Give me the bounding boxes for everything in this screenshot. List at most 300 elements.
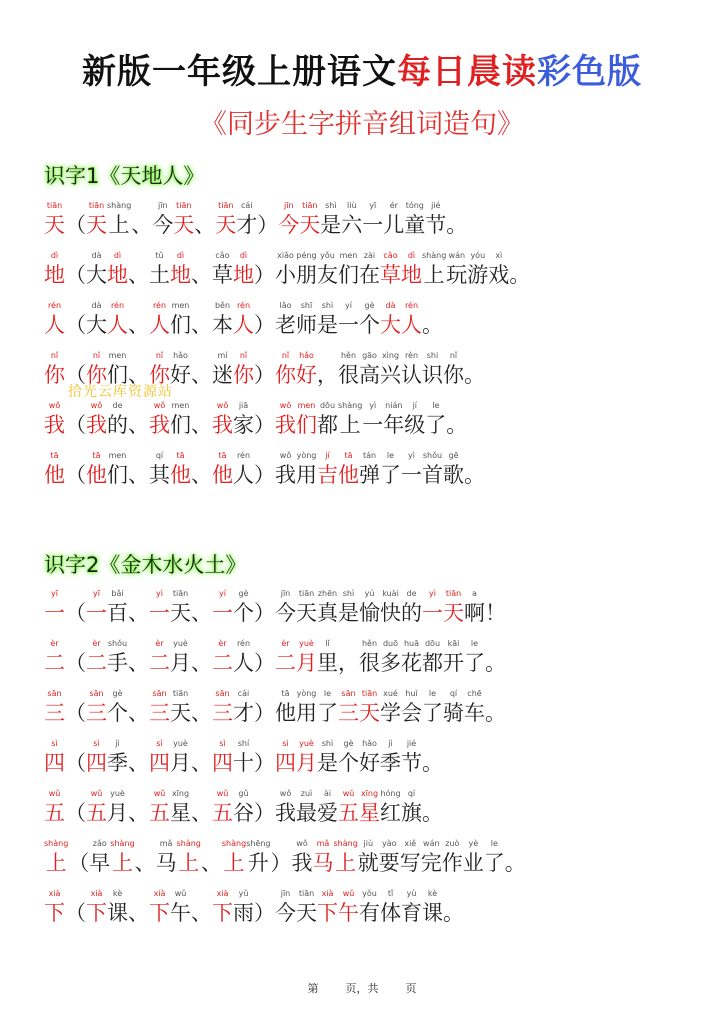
character <box>380 299 401 338</box>
character <box>467 249 488 288</box>
character <box>44 199 65 238</box>
hanzi: （ <box>65 213 86 237</box>
hanzi: 、 <box>134 851 156 875</box>
punctuation <box>254 587 275 626</box>
hanzi: 好 <box>296 363 317 387</box>
pinyin: yòng <box>296 451 317 460</box>
character <box>107 199 131 238</box>
pinyin: yú <box>364 589 375 598</box>
hanzi: ） <box>254 313 275 337</box>
hanzi: 我 <box>275 463 296 487</box>
hanzi: 、 <box>191 901 212 925</box>
hanzi: ） <box>254 363 275 387</box>
hanzi: ） <box>254 413 275 437</box>
pinyin: xià <box>321 889 334 898</box>
hanzi: 下 <box>212 901 233 925</box>
character <box>299 199 320 238</box>
pinyin: tā <box>92 451 101 460</box>
pinyin: shàng <box>176 839 201 848</box>
hanzi: 月 <box>296 751 317 775</box>
hanzi: 了 <box>483 851 505 875</box>
character <box>422 249 446 288</box>
pinyin: dà <box>91 251 102 260</box>
character <box>401 249 422 288</box>
hanzi: 人 <box>233 651 254 675</box>
hanzi: 、 <box>191 413 212 437</box>
hanzi: 、 <box>128 463 149 487</box>
character <box>177 837 201 876</box>
hanzi: ） <box>254 463 275 487</box>
character <box>275 587 296 626</box>
pinyin: jīn <box>280 589 291 598</box>
punctuation <box>485 587 506 626</box>
hanzi: 课 <box>107 901 128 925</box>
hanzi: 啊 <box>464 601 485 625</box>
hanzi: 谷 <box>233 801 254 825</box>
character <box>317 687 338 726</box>
pinyin: zǎo <box>92 839 107 848</box>
pinyin: sì <box>156 739 163 748</box>
character <box>86 887 107 926</box>
hanzi: 四 <box>149 751 170 775</box>
pinyin: wǔ <box>342 889 355 898</box>
punctuation <box>135 837 156 876</box>
character <box>44 299 65 338</box>
character <box>275 349 296 388</box>
pinyin: jí <box>412 401 418 410</box>
character <box>275 687 296 726</box>
character <box>442 837 463 876</box>
hanzi: 、 <box>191 313 212 337</box>
character <box>401 737 422 776</box>
hanzi: 五 <box>212 801 233 825</box>
hanzi: 我 <box>212 413 233 437</box>
hanzi: 完 <box>420 851 442 875</box>
hanzi: 写 <box>399 851 421 875</box>
punctuation <box>65 687 86 726</box>
pinyin: men <box>171 301 190 310</box>
hanzi: 个 <box>107 701 128 725</box>
pinyin: shǒu <box>107 639 128 648</box>
hanzi: 人 <box>233 313 254 337</box>
character <box>233 637 254 676</box>
punctuation <box>65 249 86 288</box>
hanzi: 业 <box>462 851 484 875</box>
character <box>44 637 65 676</box>
hanzi: （ <box>68 851 90 875</box>
hanzi: 是 <box>317 751 338 775</box>
character <box>359 737 380 776</box>
hanzi: 们 <box>170 413 191 437</box>
punctuation <box>464 349 485 388</box>
character <box>152 199 173 238</box>
character <box>233 349 254 388</box>
character <box>89 837 110 876</box>
hanzi: 们 <box>107 463 128 487</box>
hanzi: 我 <box>275 801 296 825</box>
hanzi: 我 <box>291 851 313 875</box>
hanzi: 了 <box>317 701 338 725</box>
character <box>215 199 236 238</box>
hanzi: 天 <box>296 901 317 925</box>
hanzi: 我 <box>149 413 170 437</box>
hanzi: 人 <box>149 313 170 337</box>
punctuation <box>257 199 278 238</box>
hanzi: 、 <box>128 651 149 675</box>
hanzi: 骑 <box>443 701 464 725</box>
character-line <box>44 399 704 449</box>
hanzi: 弹 <box>359 463 380 487</box>
punctuation <box>191 399 212 438</box>
pinyin: yuè <box>299 639 314 648</box>
character <box>359 249 380 288</box>
pinyin: sān <box>89 689 104 698</box>
hanzi: （ <box>65 751 86 775</box>
pinyin: qí <box>449 689 458 698</box>
character <box>359 787 380 826</box>
hanzi: 草 <box>212 263 233 287</box>
pinyin: le <box>432 401 440 410</box>
hanzi: 、 <box>128 801 149 825</box>
hanzi: 今 <box>278 213 300 237</box>
character <box>401 787 422 826</box>
pinyin: nián <box>385 401 403 410</box>
character <box>401 449 422 488</box>
hanzi: 四 <box>86 751 107 775</box>
pinyin: rén <box>236 451 251 460</box>
pinyin: cǎo <box>215 251 230 260</box>
hanzi: 季 <box>380 751 401 775</box>
pinyin: gè <box>343 739 354 748</box>
pinyin: dà <box>91 301 102 310</box>
character <box>359 687 380 726</box>
hanzi: 二 <box>86 651 107 675</box>
hanzi: 会 <box>401 701 422 725</box>
hanzi: 三 <box>212 701 233 725</box>
pinyin: qí <box>155 451 164 460</box>
pinyin: shēng <box>246 839 271 848</box>
character <box>338 249 359 288</box>
hanzi: 土 <box>149 263 170 287</box>
hanzi: 都 <box>422 651 443 675</box>
punctuation <box>128 399 149 438</box>
character <box>170 637 191 676</box>
hanzi: 二 <box>275 651 296 675</box>
hanzi: 你 <box>86 363 107 387</box>
punctuation <box>422 787 443 826</box>
punctuation <box>128 787 149 826</box>
hanzi: 、 <box>191 463 212 487</box>
pinyin: rén <box>152 301 167 310</box>
character <box>86 399 107 438</box>
hanzi: 月 <box>296 651 317 675</box>
pinyin: tiān <box>302 201 318 210</box>
hanzi: 开 <box>443 651 464 675</box>
character <box>107 449 128 488</box>
hanzi: 。 <box>464 363 485 387</box>
hanzi: 老 <box>275 313 296 337</box>
character <box>334 837 358 876</box>
punctuation <box>128 637 149 676</box>
punctuation <box>191 249 212 288</box>
hanzi: 花 <box>401 651 422 675</box>
character <box>149 887 170 926</box>
pinyin: jīn <box>280 889 291 898</box>
character <box>149 399 170 438</box>
character-line <box>44 637 704 687</box>
pinyin: wǒ <box>296 839 308 848</box>
hanzi: 天 <box>44 213 65 237</box>
character <box>484 837 505 876</box>
character <box>233 299 254 338</box>
pinyin: èr <box>92 639 101 648</box>
hanzi: 、 <box>191 701 212 725</box>
punctuation <box>254 449 275 488</box>
character <box>443 449 464 488</box>
pinyin: tiān <box>361 689 378 698</box>
character <box>86 737 107 776</box>
pinyin: rén <box>236 301 251 310</box>
hanzi: 、 <box>128 901 149 925</box>
pinyin: gē <box>448 451 459 460</box>
hanzi: ） <box>254 263 275 287</box>
punctuation <box>128 449 149 488</box>
pinyin: hǎo <box>299 351 314 360</box>
hanzi: 二 <box>212 651 233 675</box>
pinyin: ér <box>389 201 398 210</box>
character <box>107 299 128 338</box>
pinyin: tā <box>344 451 353 460</box>
pinyin: nǐ <box>92 351 101 360</box>
character <box>233 887 254 926</box>
hanzi: 手 <box>107 651 128 675</box>
hanzi: （ <box>65 901 86 925</box>
character <box>222 837 246 876</box>
character <box>317 887 338 926</box>
pinyin: hěn <box>340 351 357 360</box>
pinyin: qí <box>407 789 416 798</box>
pinyin: xìng <box>381 351 400 360</box>
hanzi: 小 <box>275 263 296 287</box>
character <box>401 637 422 676</box>
hanzi: 了 <box>422 701 443 725</box>
pinyin: dì <box>176 251 185 260</box>
pinyin: dì <box>239 251 248 260</box>
hanzi: 。 <box>446 413 468 437</box>
character <box>275 449 296 488</box>
punctuation <box>254 737 275 776</box>
pinyin: tǔ <box>155 251 164 260</box>
punctuation <box>422 299 443 338</box>
pinyin: yǒu <box>320 251 335 260</box>
character <box>401 299 422 338</box>
footer-page-suffix: 页 <box>405 982 417 995</box>
character <box>317 587 338 626</box>
hanzi: ） <box>254 751 275 775</box>
character <box>317 737 338 776</box>
pinyin: de <box>406 589 417 598</box>
character <box>296 587 317 626</box>
pinyin: xià <box>48 889 61 898</box>
character <box>107 887 128 926</box>
character <box>380 449 401 488</box>
character <box>401 687 422 726</box>
pinyin: zài <box>363 251 376 260</box>
character <box>317 637 338 676</box>
character-line <box>44 449 704 499</box>
character-line <box>44 687 704 737</box>
punctuation <box>65 637 86 676</box>
pinyin: dì <box>407 251 416 260</box>
hanzi: 地 <box>44 263 65 287</box>
character <box>278 199 299 238</box>
hanzi: 。 <box>509 263 531 287</box>
punctuation <box>254 249 275 288</box>
hanzi: 年 <box>383 413 405 437</box>
character <box>401 587 422 626</box>
character <box>44 587 65 626</box>
punctuation <box>191 449 212 488</box>
character <box>422 637 443 676</box>
punctuation <box>485 637 506 676</box>
hanzi: 其 <box>149 463 170 487</box>
title-part-1: 新版一年级上册语文 <box>82 52 397 92</box>
punctuation <box>191 737 212 776</box>
character <box>233 587 254 626</box>
hanzi: 三 <box>338 701 359 725</box>
hanzi: 、 <box>191 263 212 287</box>
hanzi: 友 <box>317 263 338 287</box>
hanzi: 六 <box>341 213 363 237</box>
character <box>422 687 443 726</box>
pinyin: dì <box>50 251 59 260</box>
pinyin: xià <box>90 889 103 898</box>
hanzi: 迷 <box>212 363 233 387</box>
pinyin: wán <box>448 251 466 260</box>
hanzi: 大 <box>380 313 401 337</box>
hanzi: 地 <box>401 263 422 287</box>
hanzi: 五 <box>86 801 107 825</box>
hanzi: 们 <box>107 363 128 387</box>
hanzi: 二 <box>44 651 65 675</box>
character <box>338 737 359 776</box>
character <box>233 249 254 288</box>
hanzi: 上 <box>423 263 445 287</box>
hanzi: 三 <box>44 701 65 725</box>
character <box>275 399 296 438</box>
punctuation <box>128 887 149 926</box>
character <box>212 299 233 338</box>
character <box>212 737 233 776</box>
hanzi: 今 <box>152 213 174 237</box>
hanzi: 吉 <box>317 463 338 487</box>
character-line <box>44 249 704 299</box>
character <box>86 637 107 676</box>
hanzi: 四 <box>44 751 65 775</box>
pinyin: zuò <box>445 839 460 848</box>
hanzi: 、 <box>131 213 153 237</box>
hanzi: 地 <box>107 263 128 287</box>
hanzi: 有 <box>359 901 380 925</box>
hanzi: 在 <box>359 263 380 287</box>
pinyin: yuè <box>110 789 125 798</box>
pinyin: yòng <box>296 689 317 698</box>
punctuation <box>65 399 86 438</box>
hanzi: （ <box>65 601 86 625</box>
character <box>107 687 128 726</box>
hanzi: 五 <box>149 801 170 825</box>
hanzi: 下 <box>317 901 338 925</box>
hanzi: （ <box>65 651 86 675</box>
pinyin: èr <box>218 639 227 648</box>
pinyin: péng <box>296 251 317 260</box>
character <box>233 787 254 826</box>
hanzi: 一 <box>149 601 170 625</box>
punctuation <box>191 637 212 676</box>
character <box>246 837 270 876</box>
pinyin: tiān <box>176 201 192 210</box>
pinyin: xià <box>216 889 229 898</box>
hanzi: 个 <box>338 751 359 775</box>
character <box>173 199 194 238</box>
pinyin: wǒ <box>279 401 292 410</box>
pinyin: tiān <box>218 201 234 210</box>
pinyin: shàng <box>333 839 358 848</box>
hanzi: 、 <box>128 313 149 337</box>
pinyin: yí <box>219 589 226 598</box>
pinyin: jiù <box>363 839 374 848</box>
character <box>422 587 443 626</box>
pinyin: xīng <box>171 789 190 798</box>
character <box>275 637 296 676</box>
hanzi: （ <box>65 701 86 725</box>
character <box>86 587 107 626</box>
pinyin: yǒu <box>362 889 377 898</box>
pinyin: sān <box>152 689 167 698</box>
hanzi: 很 <box>359 651 380 675</box>
hanzi: 上 <box>108 213 130 237</box>
hanzi: 上 <box>178 851 200 875</box>
punctuation <box>254 787 275 826</box>
character <box>338 787 359 826</box>
character <box>317 787 338 826</box>
character <box>44 687 65 726</box>
character <box>86 449 107 488</box>
hanzi: 师 <box>296 313 317 337</box>
hanzi: 育 <box>401 901 422 925</box>
hanzi: 车 <box>464 701 485 725</box>
character <box>86 299 107 338</box>
hanzi: 里 <box>317 651 338 675</box>
character <box>404 399 425 438</box>
punctuation <box>128 687 149 726</box>
hanzi: 节 <box>425 213 447 237</box>
character <box>362 199 383 238</box>
pinyin: cái <box>241 201 253 210</box>
hanzi: 用 <box>296 701 317 725</box>
character <box>107 587 128 626</box>
hanzi: 午 <box>170 901 191 925</box>
pinyin: jiā <box>238 401 249 410</box>
watermark: 拾光云库资源站 <box>68 384 173 400</box>
hanzi: 级 <box>404 413 426 437</box>
hanzi: 四 <box>212 751 233 775</box>
pinyin: huì <box>405 689 418 698</box>
punctuation <box>65 299 86 338</box>
character <box>212 449 233 488</box>
hanzi: 真 <box>317 601 338 625</box>
punctuation <box>271 837 292 876</box>
